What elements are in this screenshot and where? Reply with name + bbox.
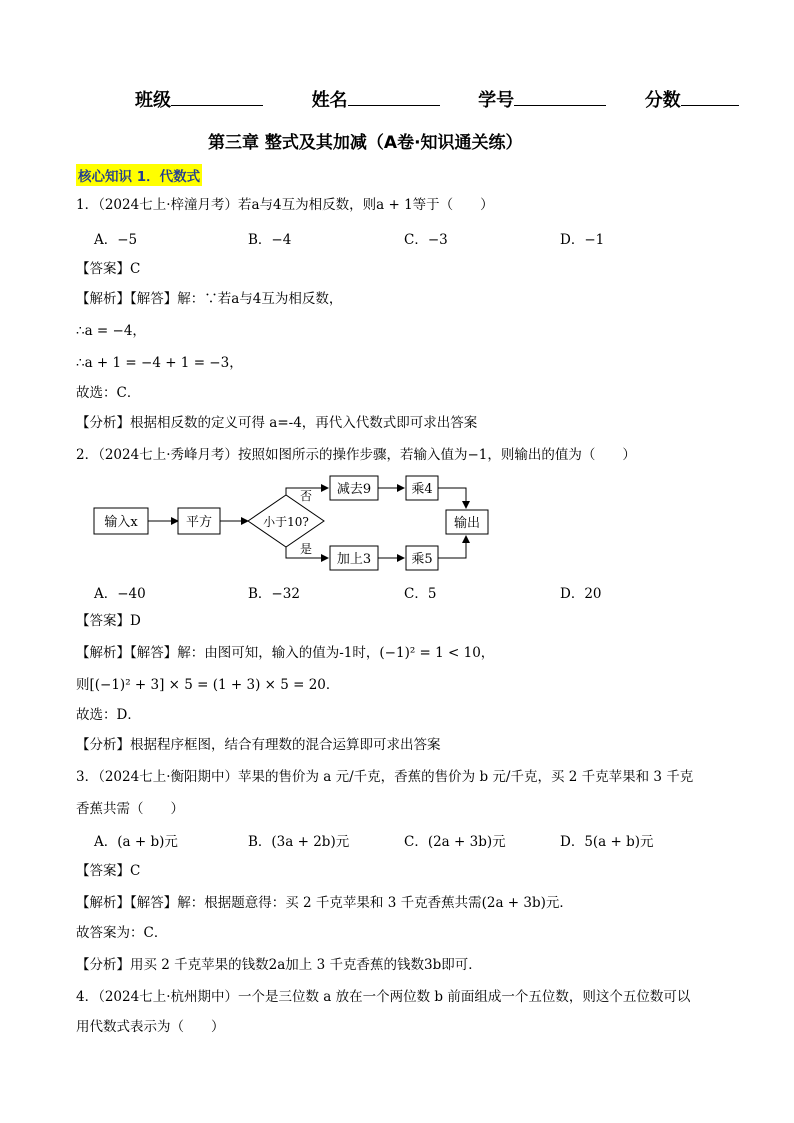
q2-answer: 【答案】D: [76, 613, 141, 629]
q3-analysis-2: 故答案为：C．: [76, 925, 168, 941]
flow-plus3-label: 加上3: [336, 552, 372, 567]
name-label: 姓名: [311, 90, 348, 111]
id-label: 学号: [478, 90, 515, 111]
flow-minus9-label: 减去9: [336, 482, 372, 497]
q3-analysis-1: 【解析】【解答】解：根据题意得：买 2 千克苹果和 3 千克香蕉共需(2a + 3b)元．: [76, 895, 573, 911]
q1-comment: 【分析】根据相反数的定义可得 a=-4，再代入代数式即可求出答案: [76, 415, 478, 431]
flowchart: [90, 472, 500, 580]
q2-option-a[interactable]: A．−40: [94, 586, 146, 602]
flow-square-label: 平方: [185, 515, 213, 530]
q2-option-c[interactable]: C．5: [404, 586, 437, 602]
q3-option-b[interactable]: B．(3a + 2b)元: [248, 834, 350, 850]
q1-analysis-2: ∴a = −4，: [76, 323, 146, 339]
page-title: 第三章 整式及其加减（A卷·知识通关练）: [208, 133, 523, 153]
q3-option-a[interactable]: A．(a + b)元: [94, 834, 178, 850]
question-4-stem-1: 4．（2024七上·杭州期中）一个是三位数 a 放在一个两位数 b 前面组成一个五位数，则这个五位数可以: [76, 989, 691, 1005]
q1-analysis-4: 故选：C．: [76, 385, 141, 401]
flow-yes-label: 是: [300, 542, 313, 556]
q1-option-c[interactable]: C．−3: [404, 232, 448, 248]
question-3-stem-2: 香蕉共需（ ）: [76, 801, 184, 817]
q2-analysis-1: 【解析】【解答】解：由图可知，输入的值为-1时，(−1)² = 1 < 10，: [76, 645, 495, 661]
header-row: [135, 86, 739, 112]
q1-analysis-3: ∴a + 1 = −4 + 1 = −3，: [76, 355, 243, 371]
question-4-stem-2: 用代数式表示为（ ）: [76, 1019, 225, 1035]
q1-answer: 【答案】C: [76, 261, 141, 277]
flow-no-label: 否: [300, 489, 313, 503]
q3-comment: 【分析】用买 2 千克苹果的钱数2a加上 3 千克香蕉的钱数3b即可．: [76, 957, 482, 973]
question-3-stem-1: 3．（2024七上·衡阳期中）苹果的售价为 a 元/千克，香蕉的售价为 b 元/千克，买 2 千克苹果和 3 千克: [76, 769, 694, 785]
section-heading: 核心知识 1．代数式: [76, 164, 202, 186]
q2-option-b[interactable]: B．−32: [248, 586, 300, 602]
flow-decision-label: 小于10?: [263, 515, 309, 529]
q2-comment: 【分析】根据程序框图，结合有理数的混合运算即可求出答案: [76, 737, 441, 753]
q1-option-d[interactable]: D．−1: [560, 232, 605, 248]
question-1-stem: 1．（2024七上·梓潼月考）若a与4互为相反数，则a + 1等于（ ）: [76, 197, 494, 213]
q3-answer: 【答案】C: [76, 863, 141, 879]
q1-option-b[interactable]: B．−4: [248, 232, 292, 248]
q2-option-d[interactable]: D．20: [560, 586, 602, 602]
id-blank[interactable]: [514, 87, 606, 106]
class-label: 班级: [135, 90, 171, 111]
name-blank[interactable]: [348, 87, 440, 106]
flow-times4-label: 乘4: [411, 482, 433, 497]
class-blank[interactable]: [171, 87, 263, 106]
q3-option-c[interactable]: C．(2a + 3b)元: [404, 834, 506, 850]
q1-analysis-1: 【解析】【解答】解：∵若a与4互为相反数，: [76, 291, 343, 307]
q3-option-d[interactable]: D．5(a + b)元: [560, 834, 654, 850]
question-2-stem: 2．（2024七上·秀峰月考）按照如图所示的操作步骤，若输入值为−1，则输出的值为（ ）: [76, 447, 636, 463]
flow-output-label: 输出: [453, 516, 481, 531]
score-blank[interactable]: [681, 87, 739, 106]
q2-analysis-2: 则[(−1)² + 3] × 5 = (1 + 3) × 5 = 20．: [76, 677, 340, 693]
q1-option-a[interactable]: A．−5: [94, 232, 138, 248]
flow-times5-label: 乘5: [411, 552, 433, 567]
score-label: 分数: [644, 90, 681, 111]
q2-analysis-3: 故选：D．: [76, 707, 141, 723]
flow-input-label: 输入x: [104, 515, 138, 530]
